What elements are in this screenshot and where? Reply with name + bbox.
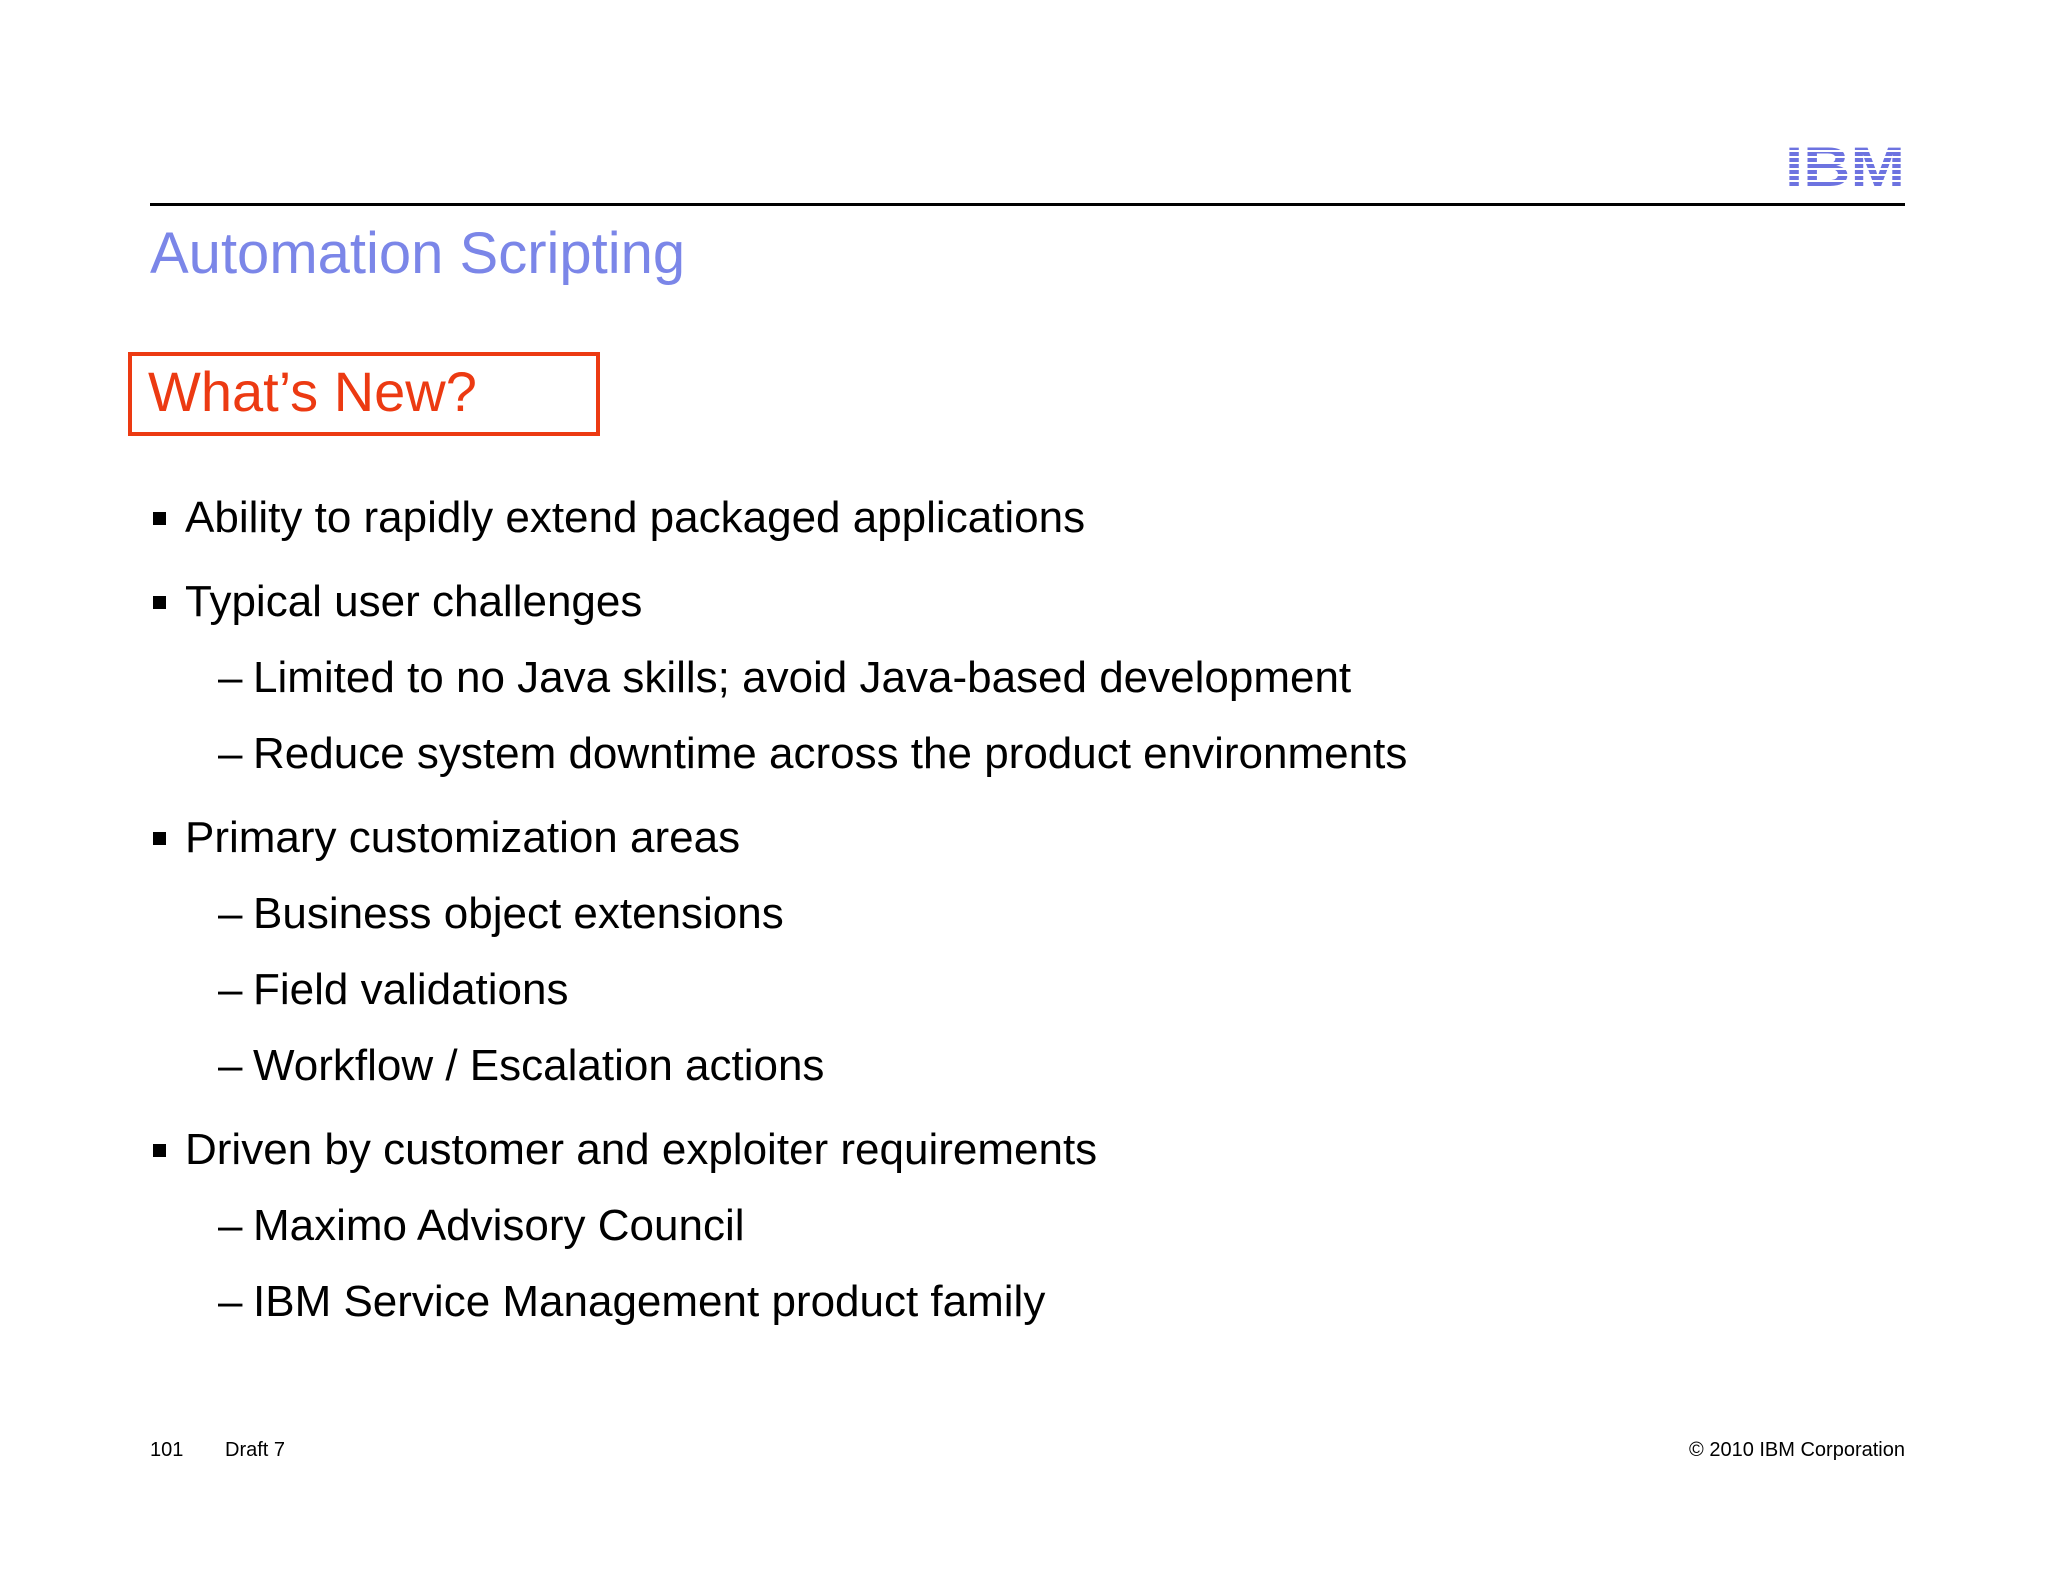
sub-bullet-text: Reduce system downtime across the product environments [253, 729, 1408, 778]
ibm-logo [1785, 140, 1905, 188]
sub-bullet-text: Limited to no Java skills; avoid Java-based development [253, 653, 1352, 702]
bullet-text: Primary customization areas [185, 813, 741, 862]
dash-bullet-icon: – [218, 729, 243, 778]
square-bullet-icon [153, 832, 166, 845]
sub-bullet-text: IBM Service Management product family [253, 1277, 1046, 1326]
bullet-text: Typical user challenges [185, 577, 643, 626]
sub-bullet-text: Business object extensions [253, 889, 784, 938]
square-bullet-icon [153, 512, 166, 525]
sub-bullet-text: Maximo Advisory Council [253, 1201, 745, 1250]
square-bullet-icon [153, 1144, 166, 1157]
dash-bullet-icon: – [218, 965, 243, 1014]
dash-bullet-icon: – [218, 889, 243, 938]
copyright: © 2010 IBM Corporation [1689, 1439, 1905, 1461]
section-heading: What’s New? [148, 360, 477, 423]
sub-bullet-text: Workflow / Escalation actions [253, 1041, 825, 1090]
draft-label: Draft 7 [225, 1439, 286, 1461]
bullet-text: Driven by customer and exploiter requirements [185, 1125, 1098, 1174]
square-bullet-icon [153, 596, 166, 609]
dash-bullet-icon: – [218, 1201, 243, 1250]
slide-title: Automation Scripting [150, 221, 686, 286]
dash-bullet-icon: – [218, 653, 243, 702]
header-rule [150, 203, 1905, 206]
bullet-text: Ability to rapidly extend packaged applications [185, 493, 1086, 542]
dash-bullet-icon: – [218, 1277, 243, 1326]
dash-bullet-icon: – [218, 1041, 243, 1090]
page-number: 101 [150, 1439, 184, 1461]
sub-bullet-text: Field validations [253, 965, 569, 1014]
